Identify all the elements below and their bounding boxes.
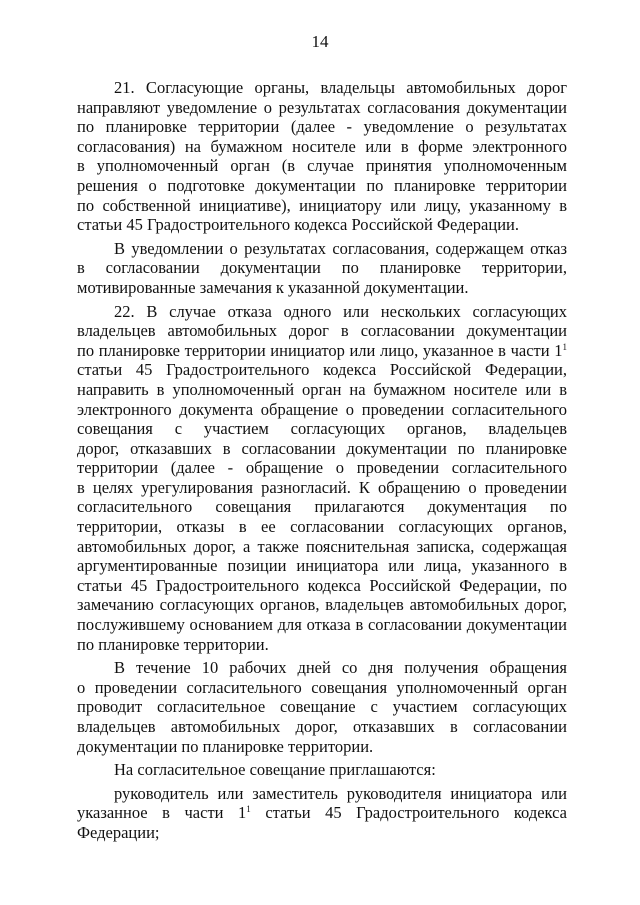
- line-text: статьи 45 Градостроительного кодекса Российской Федерации,: [77, 360, 567, 380]
- text-line: [77, 678, 567, 698]
- text-line: [77, 823, 567, 843]
- line-text: В уведомлении о результатах согласования, содержащем отказ: [114, 238, 567, 258]
- line-text: Федерации;: [77, 822, 160, 842]
- line-text: по планировке территории.: [77, 634, 269, 654]
- text-line: [77, 176, 567, 196]
- line-text-tail: статьи 45 Градостроительного кодекса: [265, 803, 567, 823]
- line-text: автомобильных дорог, а также пояснительная записка, содержащая: [77, 536, 567, 556]
- text-line: [77, 717, 567, 737]
- line-text: В течение 10 рабочих дней со дня получения обращения: [114, 658, 567, 678]
- line-text: согласительного совещания прилагаются документация по: [77, 497, 567, 517]
- text-line: [77, 239, 567, 259]
- text-line: [77, 215, 567, 235]
- line-text: мотивированные замечания к указанной документации.: [77, 277, 469, 297]
- line-text: по планировке территории инициатор или лицо, указанное в части 1: [77, 340, 563, 360]
- text-line: [77, 635, 567, 655]
- superscript: 1: [562, 341, 567, 352]
- line-text: решения о подготовке документации по планировке территории: [77, 175, 567, 195]
- line-text: территории, отказы в ее согласовании согласующих органов,: [77, 517, 567, 537]
- text-line: [77, 497, 567, 517]
- text-line: [77, 137, 567, 157]
- text-line: [77, 760, 567, 780]
- line-text: по планировке территории (далее - уведомление о результатах: [77, 117, 567, 137]
- text-line: [77, 419, 567, 439]
- page-number: 14: [311, 32, 329, 51]
- text-line: [77, 784, 567, 804]
- line-text: по собственной инициативе), инициатору или лицу, указанному в: [77, 195, 567, 215]
- line-text: в уполномоченный орган (в случае принятия уполномоченным: [77, 156, 567, 176]
- line-text: указанное в части 1: [77, 803, 247, 823]
- line-text: владельцев автомобильных дорог, отказавших в согласовании: [77, 717, 567, 736]
- text-line: [77, 196, 567, 216]
- text-line: [77, 537, 567, 557]
- text-line: [77, 517, 567, 537]
- line-text: дорог, отказавших в согласовании документации по планировке: [77, 438, 567, 458]
- text-line: [77, 576, 567, 596]
- line-text: территории (далее - обращение о проведении согласительного: [77, 458, 567, 478]
- line-text: в целях урегулирования разногласий. К обращению о проведении: [77, 477, 567, 497]
- text-line: [77, 737, 567, 757]
- text-line: [77, 458, 567, 478]
- line-text: замечанию согласующих органов, владельцев автомобильных дорог,: [77, 595, 567, 615]
- text-line: [77, 321, 567, 341]
- text-line: [77, 258, 567, 278]
- text-line: [77, 400, 567, 420]
- line-text: согласования) на бумажном носителе или в форме электронного: [77, 136, 567, 156]
- text-line: [77, 478, 567, 498]
- line-text: аргументированные позиции инициатора или лица, указанного в: [77, 556, 567, 576]
- line-text: статьи 45 Градостроительного кодекса Российской Федерации.: [77, 215, 519, 235]
- line-text: руководитель или заместитель руководителя инициатора или: [114, 783, 567, 803]
- text-line: [77, 556, 567, 576]
- text-line: [77, 595, 567, 615]
- text-line: [77, 302, 567, 322]
- line-text: направляют уведомление о результатах согласования документации: [77, 97, 567, 117]
- text-line: [77, 341, 567, 361]
- line-text: владельцев автомобильных дорог в согласовании документации: [77, 321, 567, 341]
- line-text: статьи 45 Градостроительного кодекса Российской Федерации, по: [77, 575, 567, 595]
- line-text: электронного документа обращение о проведении согласительного: [77, 399, 567, 419]
- line-text: в согласовании документации по планировке территории,: [77, 258, 567, 278]
- line-text: документации по планировке территории.: [77, 736, 374, 756]
- text-line: [77, 278, 567, 298]
- line-text: совещания с участием согласующих органов, владельцев: [77, 419, 567, 439]
- line-text: 22. В случае отказа одного или нескольких согласующих: [114, 301, 567, 321]
- text-line: [77, 98, 567, 118]
- text-line: [77, 803, 567, 823]
- text-line: [77, 697, 567, 717]
- text-line: [77, 156, 567, 176]
- text-line: [77, 380, 567, 400]
- text-line: [77, 360, 567, 380]
- line-text: послужившему основанием для отказа в согласовании документации: [77, 615, 567, 635]
- body-text: [77, 78, 567, 843]
- text-line: [77, 658, 567, 678]
- line-text: проводит согласительное совещание с участием согласующих: [77, 697, 567, 717]
- text-line: [77, 615, 567, 635]
- text-line: [77, 117, 567, 137]
- superscript: 1: [246, 804, 251, 815]
- line-text: направить в уполномоченный орган на бумажном носителе или в: [77, 379, 567, 399]
- line-text: о проведении согласительного совещания уполномоченный орган: [77, 677, 567, 697]
- line-text: 21. Согласующие органы, владельцы автомобильных дорог: [114, 78, 567, 97]
- text-line: [77, 78, 567, 98]
- line-text: На согласительное совещание приглашаются:: [114, 760, 436, 780]
- text-line: [77, 439, 567, 459]
